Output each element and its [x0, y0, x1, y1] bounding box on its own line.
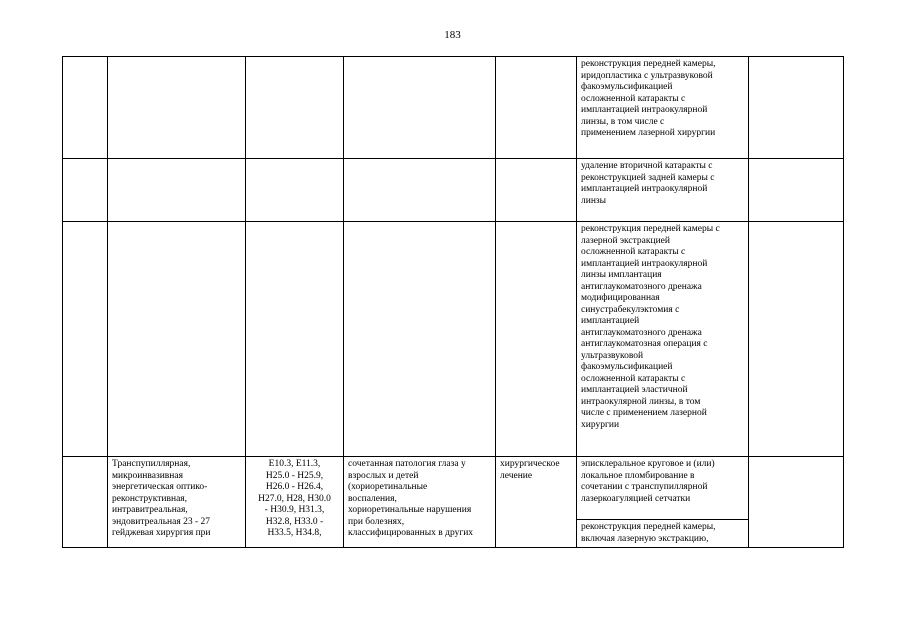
- table-cell-care-name: [108, 159, 246, 222]
- text-line: лечение: [500, 470, 533, 481]
- text-line: реконструкция передней камеры с: [581, 224, 720, 234]
- text-line: числе с применением лазерной: [581, 408, 707, 418]
- text-line: реконструкция передней камеры,: [581, 522, 716, 532]
- text-line: H25.0 - H25.9,: [265, 470, 324, 481]
- text-line: иридопластика с ультразвуковой: [581, 70, 713, 81]
- text-line: лазерной экстракцией: [581, 235, 670, 246]
- text-line: микроинвазивная: [112, 470, 183, 481]
- text-line: эндовитреальная 23 - 27: [112, 516, 210, 527]
- table-cell-care-name: [108, 222, 246, 457]
- text-line: сочетанная патология глаза у: [348, 459, 466, 469]
- table-cell-patient-model: [344, 159, 496, 222]
- page-number: 183: [444, 29, 461, 41]
- table-cell-icd-codes: [246, 222, 344, 457]
- table-cell-treatment-method: [577, 159, 749, 222]
- text-line: Транспупиллярная,: [112, 459, 191, 469]
- text-line: реконструкцией задней камеры с: [581, 172, 715, 183]
- text-line: хориоретинальные нарушения: [348, 505, 472, 515]
- text-line: факоэмульсификацией: [581, 362, 673, 372]
- text-line: модифицированная: [581, 293, 660, 303]
- text-line: реконструктивная,: [112, 493, 188, 504]
- text-line: имплантацией эластичной: [581, 385, 688, 395]
- text-line: линзы имплантация: [581, 270, 662, 280]
- text-line: - H30.9, H31.3,: [264, 505, 325, 515]
- table-cell-patient-model: [344, 457, 496, 548]
- text-line: имплантацией интраокулярной: [581, 258, 708, 269]
- text-line: включая лазерную экстракцию,: [581, 533, 709, 544]
- table-cell-cost: [749, 222, 844, 457]
- text-line: при болезнях,: [348, 516, 405, 527]
- text-line: осложненной катаракты с: [581, 247, 686, 257]
- table-cell-number: [63, 222, 108, 457]
- table-cell-icd-codes: [246, 57, 344, 159]
- text-line: (хориоретинальные: [348, 482, 428, 492]
- text-line: ультразвуковой: [581, 350, 644, 361]
- text-line: лазеркоагуляцией сетчатки: [581, 493, 691, 504]
- table-cell-cost: [749, 457, 844, 548]
- text-line: удаление вторичной катаракты с: [581, 161, 713, 171]
- text-line: классифицированных в других: [348, 528, 474, 538]
- text-line: хирургии: [581, 419, 620, 430]
- table-row: [63, 457, 844, 520]
- table-cell-treatment-type: [496, 57, 577, 159]
- table-cell-cost: [749, 159, 844, 222]
- text-line: реконструкция передней камеры,: [581, 59, 716, 69]
- text-line: линзы: [581, 195, 607, 206]
- table-row: [63, 159, 844, 222]
- table-row: [63, 57, 844, 159]
- text-line: H32.8, H33.0 -: [265, 516, 324, 527]
- text-line: интраокулярной линзы, в том: [581, 396, 701, 407]
- text-line: имплантацией интраокулярной: [581, 184, 708, 194]
- text-line: локальное пломбирование в: [581, 470, 695, 481]
- table-cell-number: [63, 57, 108, 159]
- text-line: имплантацией интраокулярной: [581, 105, 708, 115]
- table-cell-treatment-method: [577, 222, 749, 457]
- text-line: факоэмульсификацией: [581, 82, 673, 92]
- table-cell-patient-model: [344, 222, 496, 457]
- table-cell-patient-model: [344, 57, 496, 159]
- text-line: антиглаукоматозного дренажа: [581, 327, 702, 338]
- text-line: энергетическая оптико-: [112, 482, 208, 492]
- text-line: осложненной катаракты с: [581, 373, 686, 384]
- text-line: эписклеральное круговое и (или): [581, 459, 715, 469]
- text-line: антиглаукоматозная операция с: [581, 339, 708, 349]
- table-cell-number: [63, 159, 108, 222]
- table-cell-cost: [749, 57, 844, 159]
- text-line: хирургическое: [500, 459, 560, 469]
- table-row: [63, 222, 844, 457]
- table-cell-treatment-method: [577, 457, 749, 520]
- table-cell-treatment-type: [496, 457, 577, 548]
- document-table: [62, 56, 844, 548]
- text-line: синустрабекулэктомия с: [581, 304, 680, 315]
- table-cell-treatment-method: [577, 520, 749, 548]
- text-line: осложненной катаракты с: [581, 93, 686, 104]
- text-line: E10.3, E11.3,: [268, 459, 321, 469]
- table-cell-number: [63, 457, 108, 548]
- text-line: H33.5, H34.8,: [267, 528, 322, 538]
- text-line: имплантацией: [581, 316, 640, 326]
- table-cell-icd-codes: [246, 457, 344, 548]
- table-cell-treatment-type: [496, 159, 577, 222]
- text-line: гейджевая хирургия при: [112, 528, 211, 538]
- table-cell-treatment-type: [496, 222, 577, 457]
- text-line: сочетании с транспупиллярной: [581, 482, 708, 492]
- text-line: H27.0, H28, H30.0: [258, 493, 331, 504]
- table-cell-treatment-method: [577, 57, 749, 159]
- table-cell-care-name: [108, 57, 246, 159]
- text-line: интравитреальная,: [112, 505, 188, 515]
- text-line: взрослых и детей: [348, 470, 419, 481]
- text-line: H26.0 - H26.4,: [265, 482, 324, 492]
- text-line: линзы, в том числе с: [581, 116, 665, 127]
- text-line: антиглаукоматозного дренажа: [581, 281, 702, 292]
- table-cell-care-name: [108, 457, 246, 548]
- text-line: воспаления,: [348, 493, 397, 504]
- table-cell-icd-codes: [246, 159, 344, 222]
- text-line: применением лазерной хирургии: [581, 128, 716, 138]
